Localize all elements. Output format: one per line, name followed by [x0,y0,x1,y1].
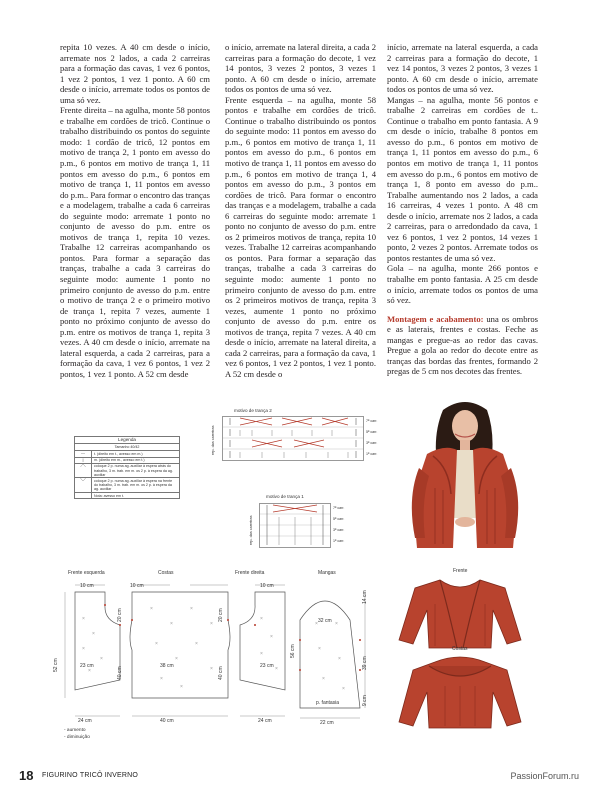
pattern-schematic [60,580,370,730]
dim-22cm: 22 cm [320,720,334,726]
dim-32cm: 32 cm [318,618,332,624]
svg-text:×: × [260,616,263,622]
chart2-row-7: 7ª carr. [366,419,378,423]
legend-text: coloque 2 p. numa ag. auxiliar à espera atrás do trabalho, 3 m. trab. em m. os 2 p. à espera da ag. auxiliar [94,464,173,477]
svg-text:×: × [260,651,263,657]
dim-20cm-a: 20 cm [117,608,123,622]
legend-title: Legenda [75,437,179,444]
svg-text:×: × [195,641,198,647]
sketch-label-frente: Frente [453,568,468,574]
text-column-3 [387,42,538,377]
dim-38cm: 38 cm [160,663,174,669]
svg-text:×: × [270,634,273,640]
legend-box [74,436,180,499]
chart1-title: motivo de trança 1 [266,494,304,499]
label-ponto-fantasia: p. fantasia [316,700,340,706]
dim-23cm-left: 23 cm [80,663,94,669]
legend-text: m. (direito em m., avesso em t.) [94,458,145,463]
dim-56cm: 56 cm [290,644,296,658]
svg-text:×: × [338,656,341,662]
label-mangas: Mangas [318,570,336,576]
model-photo [405,398,527,553]
legend-size: Tamanho 40/42 [75,444,179,451]
svg-text:×: × [170,621,173,627]
dim-14cm: 14 cm [362,590,368,604]
dim-20cm-b: 20 cm [218,608,224,622]
legend-symbol: | [75,458,92,463]
svg-text:×: × [275,666,278,672]
dim-40cm-a: 40 cm [117,666,123,680]
cable-chart-2 [222,416,364,461]
chart2-row-3: 3ª carr. [366,441,378,445]
sketch-label-costas: Costas [452,646,468,652]
svg-text:×: × [322,676,325,682]
dim-39cm: 39 cm [362,656,368,670]
svg-text:×: × [210,621,213,627]
montagem-paragraph [387,314,538,377]
legend-symbol: ⟍⟋ [75,478,92,492]
cable-chart-1 [259,503,331,548]
sketch-front-garment [395,574,525,652]
dim-10cm-back-left: 10 cm [130,583,144,589]
dim-9cm: 9 cm [362,695,368,706]
svg-text:×: × [100,656,103,662]
note-diminuicao: - diminuição [64,735,90,740]
svg-text:×: × [180,684,183,690]
note-aumento: - aumento [64,728,86,733]
chart2-title: motivo de trança 2 [234,408,272,413]
paragraph: Frente direita – na agulha, monte 58 pontos e trabalhe em cordões de tricô. Continue o trabalho distribuindo os pontos do seguinte modo: 1 cordão de tricô, 12 pontos em motivo de trança 2, 1 ponto em avesso do p.m., 6 pontos em motivo de trança 1, 11 pontos em avesso do p.m., 6 pontos em motivo de trança 1, 11 pontos em avesso do p.m.. Para formar o encontro das tranças e a modelagem, trabalhe a cada 6 carreiras do seguinte modo: arremate 1 ponto no conjunto de avesso do p.m. entre os motivos de trança 1, repita 10 vezes. Trabalhe 12 carreiras acompanhando os pontos. Para formar a separação das tranças, trabalhe a cada 3 carreiras do seguinte modo: aumente 1 ponto no primeiro conjunto de avesso do p.m. entre o motivo de trança 2 e o primeiro motivo de trança 1, repita 7 vezes, aumente 1 ponto no próximo conjunto de avesso do p.m. entre os motivos de trança 1, repita 3 vezes. A 40 cm desde o início, arremate na lateral esquerda, a cada 2 carreiras, para a formação da cava, 1 vez 6 pontos, 1 vez 2 pontos, 1 vez 1 ponto. A 52 cm desde [60,105,210,379]
chart1-row-3: 3ª carr. [333,528,345,532]
svg-text:×: × [315,621,318,627]
dim-10cm-left: 10 cm [80,583,94,589]
svg-text:×: × [82,616,85,622]
chart2-rep-label: rep. das carreiras [211,425,215,455]
chart2-row-1: 1ª carr. [366,452,378,456]
svg-text:×: × [342,686,345,692]
montagem-label: Montagem e acabamento: [387,313,484,324]
svg-text:×: × [150,606,153,612]
paragraph: Gola – na agulha, monte 266 pontos e trabalhe em ponto fantasia. A 25 cm desde o início, arremate todos os pontos de uma só vez. [387,263,538,306]
dim-24cm-left: 24 cm [78,718,92,724]
montagem-text: una os ombros e as laterais, frentes e costas. Feche as mangas e pregue-as ao redor das cavas. Pregue a gola ao redor do decote entre as tranças das bordas das frentes, formando 2 pregas de 5 cm nos decotes das frentes. [387,313,538,377]
svg-text:×: × [82,646,85,652]
label-costas: Costas [158,570,174,576]
dim-23cm-right: 23 cm [260,663,274,669]
svg-text:×: × [88,668,91,674]
svg-text:×: × [92,631,95,637]
legend-text: Nota: avesso em t. [94,493,124,498]
magazine-title: FIGURINO TRICÔ INVERNO [42,772,139,779]
chart2-row-5: 5ª carr. [366,430,378,434]
paragraph: início, arremate na lateral esquerda, a cada 2 carreiras para a formação do decote, 1 vez 14 pontos, 3 vezes 2 pontos, 3 vezes 1 ponto. A 60 cm desde o início, arremate todos os pontos de uma só vez. [387,42,538,95]
text-column-1 [60,42,210,380]
legend-row [75,464,179,479]
legend-symbol: — [75,451,92,456]
paragraph: o início, arremate na lateral direita, a cada 2 carreiras para a formação do decote, 1 vez 14 pontos, 3 vezes 2 pontos, 3 vezes 1 ponto. A 60 cm desde o início, arremate todos os pontos de uma só vez. [225,42,376,95]
svg-text:×: × [160,676,163,682]
svg-text:×: × [210,666,213,672]
chart1-row-5: 5ª carr. [333,517,345,521]
label-frente-direita: Frente direita [235,570,265,576]
label-frente-esquerda: Frente esquerda [68,570,105,576]
legend-symbol: ⟋⟍ [75,464,92,478]
chart1-rep-label: rep. das carreiras [249,515,253,545]
chart1-row-1: 1ª carr. [333,539,345,543]
legend-text: coloque 2 p. numa ag. auxiliar à espera na frente do trabalho, 3 m. trab. em m. os 2 p. à espera da ag. auxiliar [94,478,173,492]
dim-10cm-right: 10 cm [260,583,274,589]
svg-text:×: × [318,646,321,652]
paragraph: Mangas – na agulha, monte 56 pontos e trabalhe 2 carreiras em cordões de t.. Continue o trabalho em ponto fantasia. A 9 cm desde o início, trabalhe 8 pontos em avesso do p.m., 6 pontos em motivo de trança 1, 11 pontos em avesso do p.m., 6 pontos em motivo de trança 1, 11 pontos em avesso do p.m., 6 pontos em motivo de trança 1, 8 ponto em avesso do p.m.. Trabalhe aumentando nos 2 lados, a cada 16 carreiras, 4 vezes 1 ponto. A 48 cm desde o início, arremate nos 2 lados, a cada 2 carreiras, para o arredondado da cava, 1 vez 6 pontos, 1 vez 2 pontos, 14 vezes 1 ponto, 2 vezes 2 pontos. Arremate todos os pontos restantes de uma só vez. [387,94,538,263]
watermark: PassionForum.ru [510,771,579,781]
sketch-back-garment [395,652,525,732]
dim-40cm-b: 40 cm [218,666,224,680]
legend-text: t. (direito em t., avesso em m.) [94,451,143,456]
chart1-row-7: 7ª carr. [333,506,345,510]
dim-24cm-right: 24 cm [258,718,272,724]
dim-52cm: 52 cm [53,658,59,672]
svg-text:×: × [335,621,338,627]
legend-row [75,493,179,498]
paragraph: Frente esquerda – na agulha, monte 58 pontos e trabalhe em cordões de tricô. Continue o trabalho distribuindo os pontos do seguinte modo: 11 pontos em avesso do p.m., 6 pontos em motivo de trança 1, 11 pontos em avesso do p.m., 6 pontos em motivo de trança 1, 11 pontos em avesso do p.m., 6 pontos em motivo de trança 1, 4 pontos em avesso do p.m., 3 pontos em cordões de tricô. Para formar o encontro das tranças e a modelagem, trabalhe a cada 6 carreiras do seguinte modo: arremate 1 ponto no conjunto de avesso do p.m. entre os 2 primeiros motivos de trança, repita 10 vezes. Trabalhe 12 carreiras acompanhando os pontos. Para formar a separação das tranças, trabalhe a cada 3 carreiras do seguinte modo: aumente 1 ponto no primeiro conjunto de avesso do p.m. entre os 2 primeiros motivos de trança, repita 3 vezes, aumente 1 ponto no próximo conjunto de avesso do p.m. entre os motivos de trança, repita 7 vezes. A 40 cm desde o início, arremate na lateral direita, a cada 2 carreiras, para a formação da cava, 1 vez 6 pontos, 1 vez 2 pontos, 1 vez 1 ponto. A 52 cm desde o [225,94,376,379]
svg-text:×: × [190,606,193,612]
svg-text:×: × [175,656,178,662]
legend-symbol [75,493,92,498]
svg-text:×: × [155,641,158,647]
dim-40cm-bottom: 40 cm [160,718,174,724]
text-column-2 [225,42,376,380]
legend-row [75,478,179,493]
paragraph: repita 10 vezes. A 40 cm desde o início, arremate nos 2 lados, a cada 2 carreiras para a formação das cavas, 1 vez 6 pontos, 1 vez 2 pontos, 1 vez 1 ponto. A 60 cm desde o início, arremate todos os pontos de uma só vez. [60,42,210,105]
page-number: 18 [19,768,34,783]
